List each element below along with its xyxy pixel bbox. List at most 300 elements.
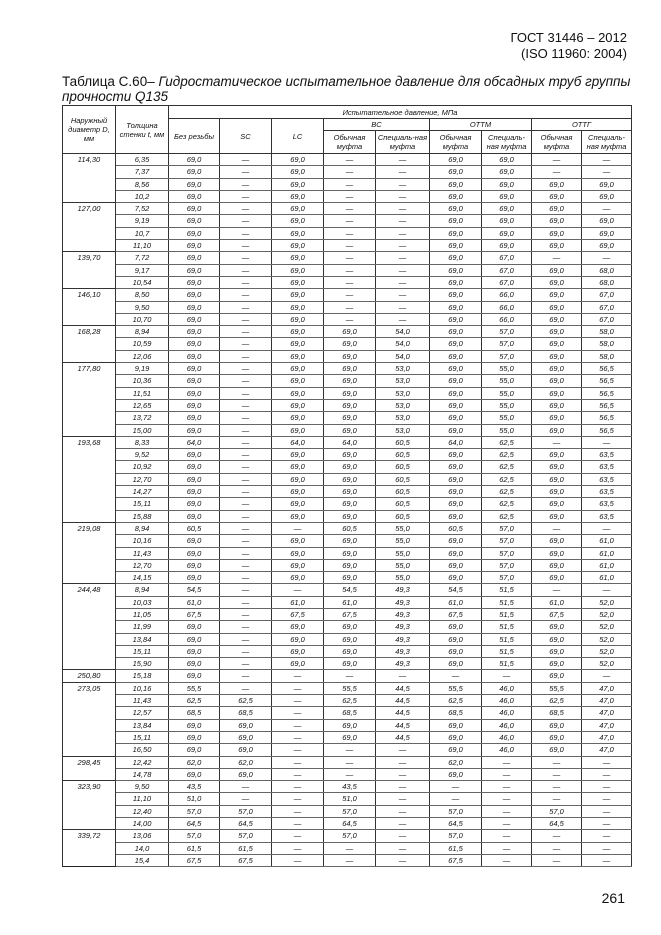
pressure-cell: 69,0 [324,645,376,657]
wall-thickness-cell: 11,43 [116,547,169,559]
pressure-cell: 69,0 [169,719,220,731]
pressure-cell: 68,5 [169,707,220,719]
pressure-cell: 69,0 [482,154,532,166]
pressure-cell: 52,0 [582,608,632,620]
pressure-cell: 54,5 [430,584,482,596]
wall-thickness-cell: 10,7 [116,227,169,239]
pressure-cell: 69,0 [169,178,220,190]
wall-thickness-cell: 8,56 [116,178,169,190]
pressure-cell: 67,5 [430,608,482,620]
pressure-cell: 69,0 [430,301,482,313]
pressure-cell: — [532,854,582,866]
pressure-cell: 51,5 [482,596,532,608]
pressure-cell: — [220,375,272,387]
table-row [63,461,632,473]
pressure-cell: 58,0 [582,350,632,362]
pressure-cell: 69,0 [324,387,376,399]
pressure-cell: 69,0 [169,768,220,780]
wall-thickness-cell: 16,50 [116,744,169,756]
pressure-cell: 52,0 [582,633,632,645]
pressure-cell: — [430,793,482,805]
pressure-cell: 69,0 [169,363,220,375]
pressure-cell: 69,0 [272,301,324,313]
pressure-cell: 69,0 [582,240,632,252]
wall-thickness-cell: 12,40 [116,805,169,817]
pressure-cell: 69,0 [169,387,220,399]
pressure-cell: 69,0 [169,633,220,645]
pressure-cell: 69,0 [430,289,482,301]
wall-thickness-cell: 14,00 [116,818,169,830]
table-row [63,399,632,411]
pressure-cell: 54,0 [376,326,430,338]
pressure-cell: 69,0 [532,387,582,399]
pressure-cell: 69,0 [532,313,582,325]
table-row [63,756,632,768]
pressure-cell: 60,5 [324,522,376,534]
pressure-cell: — [272,695,324,707]
pressure-cell: — [532,584,582,596]
pressure-cell: — [582,756,632,768]
pressure-cell: 69,0 [582,178,632,190]
pressure-cell: 69,0 [430,719,482,731]
table-row [63,436,632,448]
pressure-cell: 60,5 [376,436,430,448]
pressure-cell: — [324,854,376,866]
pressure-cell: 53,0 [376,424,430,436]
pressure-cell: 69,0 [169,190,220,202]
pressure-cell: — [582,793,632,805]
pressure-cell: 69,0 [169,301,220,313]
pressure-cell: 53,0 [376,363,430,375]
pressure-cell: 69,0 [324,559,376,571]
pressure-cell: — [272,818,324,830]
pressure-cell: 51,5 [482,621,532,633]
pressure-cell: — [220,424,272,436]
pressure-cell: 55,0 [376,547,430,559]
outer-diameter-cell: 273,05 [63,682,116,756]
wall-thickness-cell: 8,94 [116,522,169,534]
header-plain-end: Без резьбы [169,119,220,154]
pressure-cell: — [220,793,272,805]
pressure-cell: 69,0 [430,424,482,436]
pressure-cell: 69,0 [169,412,220,424]
wall-thickness-cell: 8,94 [116,584,169,596]
table-row [63,301,632,313]
pressure-cell: 68,0 [582,276,632,288]
pressure-cell: 69,0 [272,449,324,461]
pressure-cell: 52,0 [582,645,632,657]
pressure-cell: — [220,572,272,584]
pressure-cell: 69,0 [430,633,482,645]
pressure-cell: 62,0 [169,756,220,768]
pressure-cell: 69,0 [324,633,376,645]
pressure-cell: 64,0 [324,436,376,448]
wall-thickness-cell: 6,35 [116,154,169,166]
pressure-cell: 63,5 [582,510,632,522]
pressure-cell: — [482,854,532,866]
pressure-cell: 69,0 [482,190,532,202]
pressure-cell: — [376,781,430,793]
wall-thickness-cell: 9,52 [116,449,169,461]
pressure-cell: — [272,744,324,756]
table-caption-prefix: Таблица С.60– [62,74,159,89]
pressure-cell: 69,0 [272,387,324,399]
pressure-cell: 69,0 [324,731,376,743]
pressure-cell: 54,0 [376,338,430,350]
pressure-cell: — [532,842,582,854]
pressure-cell: — [324,276,376,288]
pressure-cell: — [220,522,272,534]
pressure-cell: 49,3 [376,645,430,657]
pressure-cell: 69,0 [430,154,482,166]
pressure-cell: 69,0 [169,313,220,325]
pressure-cell: 69,0 [482,178,532,190]
pressure-cell: 67,5 [220,854,272,866]
pressure-cell: 69,0 [532,289,582,301]
pressure-cell: 67,0 [582,313,632,325]
pressure-cell: 69,0 [582,190,632,202]
pressure-cell: 46,0 [482,731,532,743]
pressure-cell: 69,0 [532,190,582,202]
pressure-cell: — [582,584,632,596]
pressure-cell: 69,0 [272,154,324,166]
pressure-cell: — [582,670,632,682]
pressure-cell: 69,0 [220,744,272,756]
header-ottm-special: Специаль-ная муфта [482,131,532,154]
pressure-cell: 56,5 [582,412,632,424]
pressure-cell: 69,0 [324,473,376,485]
pressure-cell: 69,0 [169,559,220,571]
pressure-cell: 69,0 [430,326,482,338]
pressure-cell: 62,5 [169,695,220,707]
pressure-cell: 69,0 [272,363,324,375]
pressure-cell: 55,0 [482,424,532,436]
pressure-cell: — [376,190,430,202]
pressure-cell: 69,0 [532,633,582,645]
table-row [63,707,632,719]
wall-thickness-cell: 12,70 [116,559,169,571]
pressure-cell: 69,0 [220,768,272,780]
pressure-cell: 55,5 [532,682,582,694]
pressure-cell: — [220,645,272,657]
wall-thickness-cell: 10,36 [116,375,169,387]
pressure-cell: 69,0 [324,535,376,547]
pressure-cell: 69,0 [272,178,324,190]
table-row [63,289,632,301]
pressure-cell: 69,0 [169,645,220,657]
pressure-cell: 69,0 [169,658,220,670]
outer-diameter-cell: 114,30 [63,154,116,203]
pressure-cell: 69,0 [272,572,324,584]
pressure-cell: 46,0 [482,744,532,756]
pressure-cell: — [220,240,272,252]
pressure-cell: 69,0 [324,363,376,375]
pressure-cell: 60,5 [376,510,430,522]
pressure-cell: — [376,818,430,830]
pressure-cell: 61,5 [430,842,482,854]
pressure-cell: 69,0 [532,473,582,485]
pressure-cell: — [220,178,272,190]
table-row [63,645,632,657]
page-number: 261 [601,890,625,906]
pressure-cell: — [532,252,582,264]
pressure-cell: — [376,240,430,252]
iso-reference: (ISO 11960: 2004) [521,46,627,61]
pressure-cell: 60,5 [376,486,430,498]
pressure-cell: 56,5 [582,399,632,411]
pressure-cell: 69,0 [532,547,582,559]
wall-thickness-cell: 13,84 [116,719,169,731]
outer-diameter-cell: 323,90 [63,781,116,830]
pressure-cell: 69,0 [482,240,532,252]
pressure-cell: — [376,842,430,854]
pressure-cell: 58,0 [582,338,632,350]
pressure-cell: 55,0 [482,375,532,387]
pressure-cell: 66,0 [482,301,532,313]
pressure-cell: 62,5 [482,486,532,498]
table-row [63,498,632,510]
pressure-cell: 69,0 [169,510,220,522]
pressure-cell: 46,0 [482,707,532,719]
pressure-cell: 57,0 [532,805,582,817]
pressure-cell: 69,0 [430,412,482,424]
pressure-cell: 69,0 [430,399,482,411]
pressure-cell: 51,5 [482,584,532,596]
pressure-cell: — [220,682,272,694]
wall-thickness-cell: 15,4 [116,854,169,866]
pressure-cell: 69,0 [272,166,324,178]
pressure-cell: 62,5 [482,449,532,461]
pressure-cell: 69,0 [532,412,582,424]
pressure-cell: 69,0 [532,375,582,387]
header-ottg-special: Специаль-ная муфта [582,131,632,154]
pressure-cell: 69,0 [272,498,324,510]
pressure-cell: 49,3 [376,621,430,633]
pressure-cell: — [324,240,376,252]
pressure-cell: 60,5 [169,522,220,534]
table-row [63,535,632,547]
wall-thickness-cell: 15,11 [116,498,169,510]
outer-diameter-cell: 219,08 [63,522,116,583]
pressure-cell: 69,0 [532,215,582,227]
table-row [63,424,632,436]
pressure-cell: — [220,350,272,362]
outer-diameter-cell: 177,80 [63,363,116,437]
pressure-cell: — [482,756,532,768]
pressure-cell: — [272,719,324,731]
pressure-cell: 69,0 [272,338,324,350]
pressure-cell: 69,0 [532,203,582,215]
pressure-table [62,105,632,867]
wall-thickness-cell: 11,10 [116,793,169,805]
pressure-cell: — [582,436,632,448]
table-row [63,744,632,756]
pressure-cell: 69,0 [169,326,220,338]
pressure-cell: 69,0 [169,289,220,301]
pressure-cell: 43,5 [169,781,220,793]
table-row [63,166,632,178]
pressure-cell: 69,0 [272,375,324,387]
pressure-cell: 69,0 [430,387,482,399]
pressure-cell: — [376,166,430,178]
pressure-cell: 69,0 [324,658,376,670]
pressure-cell: 69,0 [169,215,220,227]
outer-diameter-cell: 244,48 [63,584,116,670]
pressure-cell: — [220,596,272,608]
pressure-cell: 55,0 [376,522,430,534]
table-row [63,854,632,866]
table-row [63,818,632,830]
pressure-cell: 69,0 [532,227,582,239]
pressure-cell: 68,5 [532,707,582,719]
pressure-cell: 69,0 [430,215,482,227]
pressure-cell: — [324,190,376,202]
pressure-cell: 69,0 [169,399,220,411]
pressure-cell: 69,0 [169,535,220,547]
pressure-cell: 69,0 [169,203,220,215]
pressure-cell: 69,0 [430,264,482,276]
pressure-cell: — [376,252,430,264]
pressure-cell: — [376,793,430,805]
pressure-cell: 69,0 [532,363,582,375]
pressure-cell: 69,0 [272,547,324,559]
table-row [63,608,632,620]
pressure-cell: 69,0 [272,486,324,498]
pressure-cell: 69,0 [482,203,532,215]
pressure-cell: 69,0 [169,166,220,178]
pressure-cell: 47,0 [582,707,632,719]
pressure-cell: 69,0 [324,350,376,362]
pressure-cell: 51,5 [482,633,532,645]
pressure-cell: 53,0 [376,412,430,424]
pressure-cell: — [532,522,582,534]
pressure-cell: — [324,227,376,239]
pressure-cell: 61,0 [582,535,632,547]
pressure-cell: 69,0 [169,424,220,436]
table-row [63,227,632,239]
pressure-cell: 69,0 [169,547,220,559]
pressure-cell: 69,0 [430,744,482,756]
outer-diameter-cell: 298,45 [63,756,116,781]
pressure-cell: — [482,830,532,842]
pressure-cell: — [220,301,272,313]
table-row [63,842,632,854]
table-row [63,240,632,252]
document-header [511,30,627,62]
pressure-cell: 61,0 [430,596,482,608]
pressure-cell: 69,0 [324,424,376,436]
pressure-cell: — [532,154,582,166]
pressure-cell: 57,0 [482,338,532,350]
pressure-cell: 69,0 [482,166,532,178]
wall-thickness-cell: 7,37 [116,166,169,178]
wall-thickness-cell: 11,43 [116,695,169,707]
pressure-cell: 53,0 [376,399,430,411]
pressure-cell: 61,0 [324,596,376,608]
pressure-cell: — [582,768,632,780]
pressure-cell: 52,0 [582,621,632,633]
pressure-cell: — [220,608,272,620]
wall-thickness-cell: 11,10 [116,240,169,252]
pressure-cell: 69,0 [430,498,482,510]
pressure-cell: 69,0 [430,240,482,252]
wall-thickness-cell: 15,18 [116,670,169,682]
table-row [63,547,632,559]
pressure-cell: — [376,215,430,227]
pressure-cell: 69,0 [430,658,482,670]
wall-thickness-cell: 10,16 [116,535,169,547]
pressure-cell: — [376,768,430,780]
table-row [63,375,632,387]
pressure-cell: 69,0 [532,461,582,473]
pressure-cell: 67,0 [582,301,632,313]
pressure-cell: 69,0 [272,461,324,473]
pressure-cell: — [582,854,632,866]
pressure-cell: 69,0 [324,572,376,584]
pressure-cell: 64,0 [272,436,324,448]
pressure-cell: 69,0 [532,744,582,756]
table-row [63,190,632,202]
pressure-cell: 67,0 [582,289,632,301]
wall-thickness-cell: 9,19 [116,215,169,227]
pressure-cell: — [220,584,272,596]
pressure-cell: 69,0 [430,473,482,485]
pressure-cell: — [220,461,272,473]
pressure-cell: 61,0 [272,596,324,608]
pressure-cell: 56,5 [582,424,632,436]
table-row [63,793,632,805]
pressure-cell: 61,5 [220,842,272,854]
pressure-cell: 57,0 [482,326,532,338]
pressure-cell: — [532,166,582,178]
pressure-cell: — [220,338,272,350]
pressure-cell: 58,0 [582,326,632,338]
pressure-cell: — [220,326,272,338]
pressure-cell: 63,5 [582,461,632,473]
pressure-cell: 69,0 [430,486,482,498]
pressure-cell: 56,5 [582,363,632,375]
pressure-cell: 61,5 [169,842,220,854]
pressure-cell: 69,0 [169,154,220,166]
pressure-cell: — [582,830,632,842]
pressure-cell: 69,0 [272,203,324,215]
pressure-cell: 56,5 [582,375,632,387]
pressure-cell: 66,0 [482,289,532,301]
table-row [63,486,632,498]
table-row [63,719,632,731]
pressure-cell: 69,0 [532,731,582,743]
pressure-cell: 69,0 [532,276,582,288]
pressure-cell: 69,0 [430,276,482,288]
pressure-cell: 68,5 [220,707,272,719]
table-caption [62,74,642,104]
pressure-cell: — [220,190,272,202]
header-lc: LC [272,119,324,154]
pressure-cell: 69,0 [430,645,482,657]
pressure-cell: 57,0 [482,547,532,559]
pressure-cell: — [220,252,272,264]
pressure-cell: — [272,768,324,780]
table-row [63,276,632,288]
table-row [63,252,632,264]
outer-diameter-cell: 139,70 [63,252,116,289]
wall-thickness-cell: 9,50 [116,781,169,793]
pressure-cell: — [220,621,272,633]
pressure-cell: 69,0 [430,350,482,362]
pressure-cell: 47,0 [582,731,632,743]
pressure-cell: 69,0 [169,572,220,584]
pressure-cell: 67,5 [324,608,376,620]
